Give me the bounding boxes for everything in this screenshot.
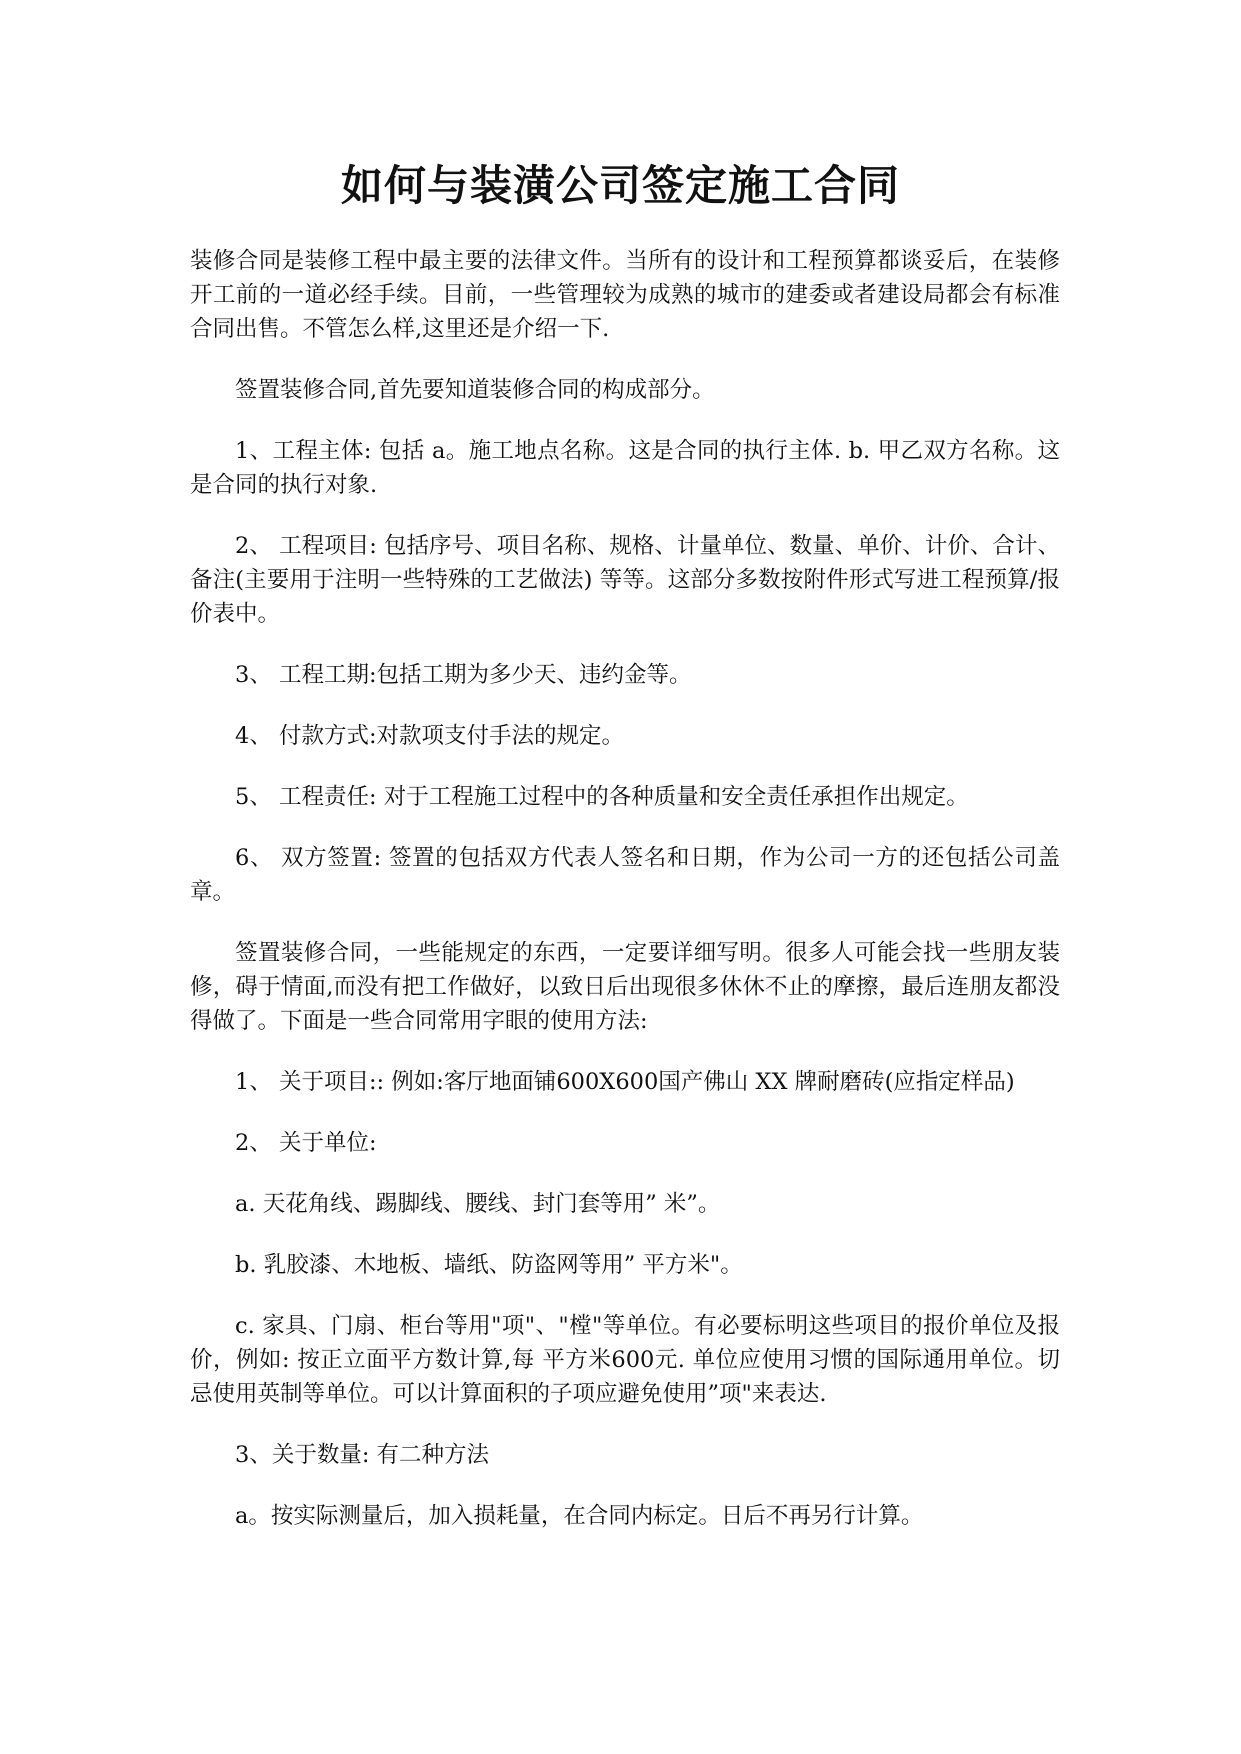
paragraph: 1、 关于项目:: 例如:客厅地面铺600X600国产佛山 XX 牌耐磨砖(应指定样品) <box>235 1069 1015 1095</box>
paragraph: 签置装修合同,首先要知道装修合同的构成部分。 <box>235 377 715 403</box>
paragraph: 3、 工程工期:包括工期为多少天、违约金等。 <box>235 662 692 688</box>
paragraph: c. 家具、门扇、柜台等用"项"、"樘"等单位。有必要标明这些项目的报价单位及报价，例如: 按正立面平方数计算,每 平方米600元. 单位应使用习惯的国际通用单位。切忌使用英制等单位。可以计算面积的子项应避免使用”项"来表达. <box>190 1313 1060 1407</box>
paragraph: 4、 付款方式:对款项支付手法的规定。 <box>235 723 625 749</box>
paragraph: 1、工程主体: 包括 a。施工地点名称。这是合同的执行主体. b. 甲乙双方名称。这是合同的执行对象. <box>190 438 1060 498</box>
paragraph: 2、 工程项目: 包括序号、项目名称、规格、计量单位、数量、单价、计价、合计、备注(主要用于注明一些特殊的工艺做法) 等等。这部分多数按附件形式写进工程预算/报价表中。 <box>190 533 1060 627</box>
paragraph: 5、 工程责任: 对于工程施工过程中的各种质量和安全责任承担作出规定。 <box>235 784 969 810</box>
paragraph: b. 乳胶漆、木地板、墙纸、防盗网等用” 平方米"。 <box>235 1252 743 1278</box>
paragraph: a. 天花角线、踢脚线、腰线、封门套等用” 米”。 <box>235 1191 721 1217</box>
paragraph: 6、 双方签置: 签置的包括双方代表人签名和日期，作为公司一方的还包括公司盖章。 <box>190 845 1060 905</box>
paragraph: 装修合同是装修工程中最主要的法律文件。当所有的设计和工程预算都谈妥后，在装修开工前的一道必经手续。目前，一些管理较为成熟的城市的建委或者建设局都会有标准合同出售。不管怎么样,这里还是介绍一下. <box>190 248 1060 342</box>
paragraph: 签置装修合同，一些能规定的东西，一定要详细写明。很多人可能会找一些朋友装修，碍于情面,而没有把工作做好，以致日后出现很多休休不止的摩擦，最后连朋友都没得做了。下面是一些合同常用字眼的使用方法: <box>190 940 1060 1034</box>
document-body <box>190 244 1060 1560</box>
paragraph: 2、 关于单位: <box>235 1130 377 1156</box>
paragraph: 3、关于数量: 有二种方法 <box>235 1442 490 1468</box>
paragraph: a。按实际测量后，加入损耗量，在合同内标定。日后不再另行计算。 <box>235 1503 924 1529</box>
document-title: 如何与装潢公司签定施工合同 <box>340 161 900 210</box>
